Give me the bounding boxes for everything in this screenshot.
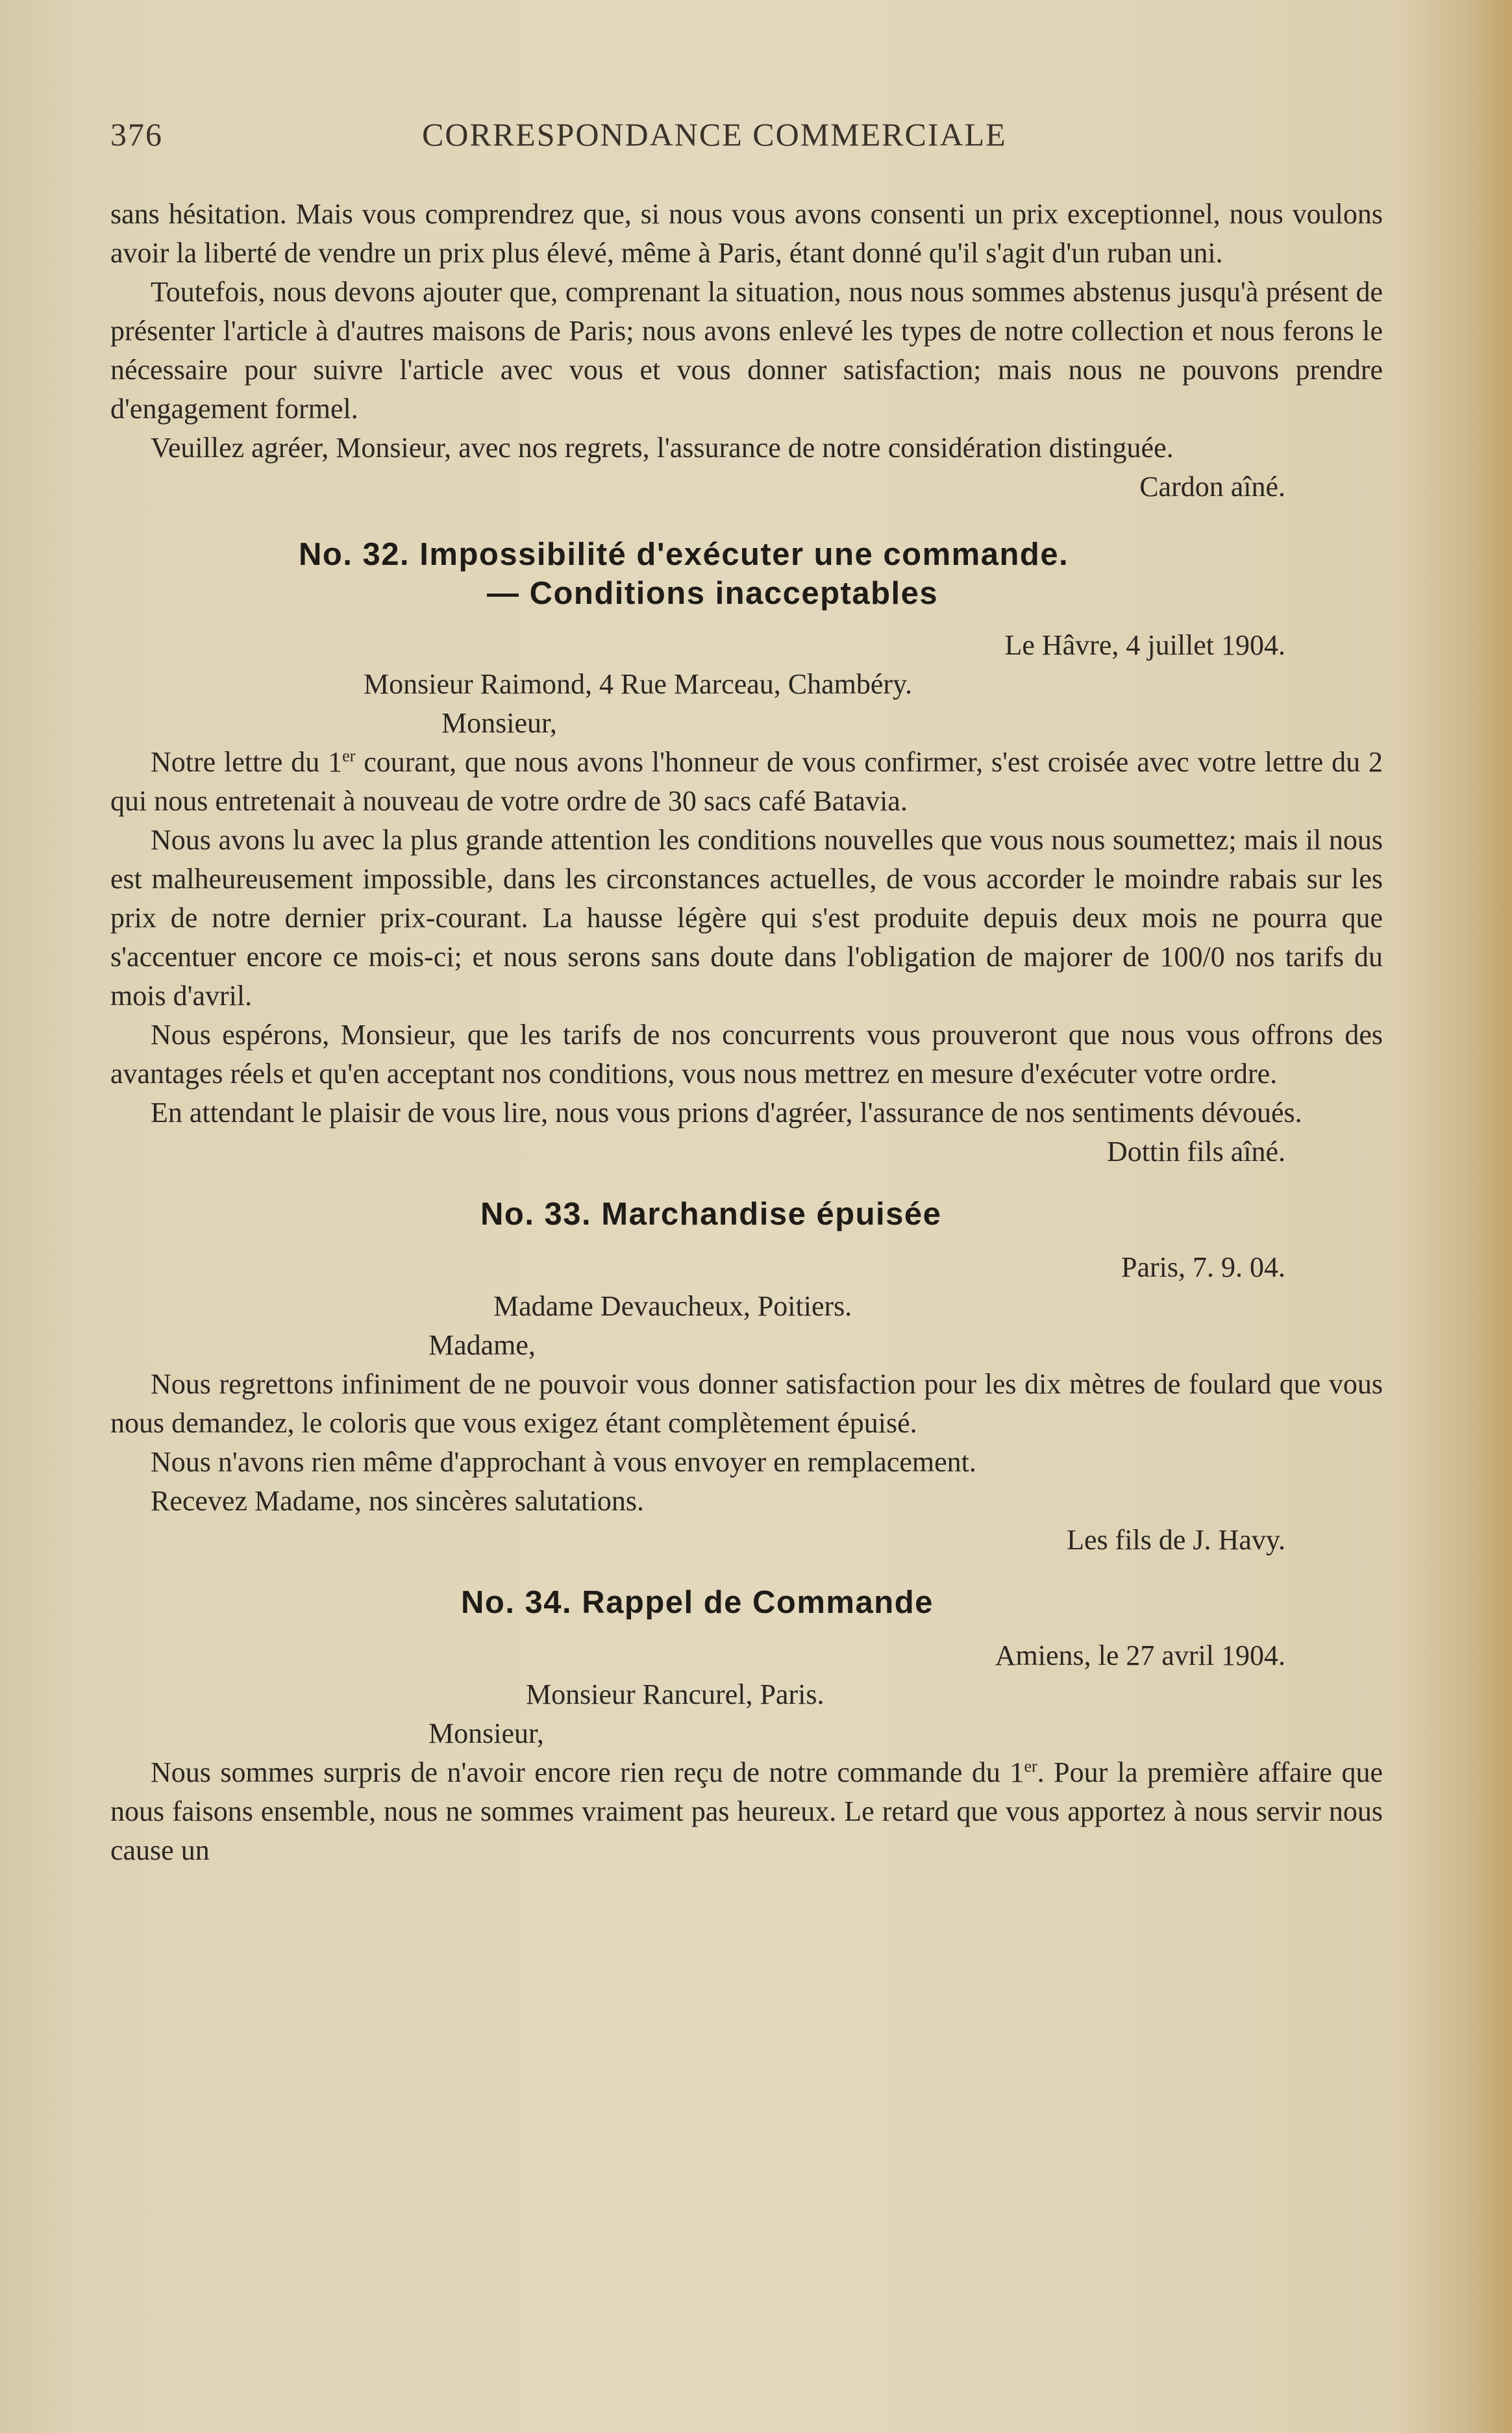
addressee: Monsieur Rancurel, Paris.: [526, 1678, 824, 1710]
signature: Dottin fils aîné.: [1107, 1136, 1285, 1167]
paragraph: Veuillez agréer, Monsieur, avec nos regrets, l'assurance de notre considération distinguée.: [151, 432, 1174, 464]
letter-heading: No. 33. Marchandise épuisée: [480, 1197, 942, 1232]
paragraph: Recevez Madame, nos sincères salutations.: [151, 1485, 644, 1517]
letter-heading-subtitle: — Conditions inacceptables: [487, 576, 939, 611]
place-date: Paris, 7. 9. 04.: [1121, 1251, 1285, 1283]
paragraph: Notre lettre du 1er courant, que nous avons l'honneur de vous confirmer, s'est croisée avec votre lettre du 2 qui nous entretenait à nouveau de votre ordre de 30 sacs café Batavia.: [110, 746, 1383, 817]
place-date: Amiens, le 27 avril 1904.: [995, 1640, 1285, 1671]
addressee: Madame Devaucheux, Poitiers.: [493, 1290, 852, 1322]
paragraph: Nous espérons, Monsieur, que les tarifs de nos concurrents vous prouveront que nous vous offrons des avantages réels et qu'en acceptant nos conditions, vous nous mettrez en mesure d'exécuter votre ordre.: [110, 1019, 1383, 1090]
paragraph: Nous sommes surpris de n'avoir encore rien reçu de notre commande du 1er. Pour la première affaire que nous faisons ensemble, nous ne sommes vraiment pas heureux. Le retard que vous apportez à nous servir nous cause un: [110, 1756, 1383, 1866]
place-date: Le Hâvre, 4 juillet 1904.: [1004, 629, 1285, 661]
paragraph: Toutefois, nous devons ajouter que, comprenant la situation, nous nous sommes abstenus jusqu'à présent de présenter l'article à d'autres maisons de Paris; nous avons enlevé les types de notre collection et nous ferons le nécessaire pour suivre l'article avec vous et vous donner satisfaction; mais nous ne pouvons prendre d'engagement formel.: [110, 276, 1383, 425]
salutation: Monsieur,: [441, 707, 557, 739]
salutation: Madame,: [428, 1329, 536, 1361]
paragraph: Nous avons lu avec la plus grande attention les conditions nouvelles que vous nous soumettez; mais il nous est malheureusement impossible, dans les circonstances actuelles, de vous accorder le moindre rabais sur les prix de notre dernier prix-courant. La hausse légère qui s'est produite depuis deux mois ne pourra que s'accentuer encore ce mois-ci; et nous serons sans doute dans l'obligation de majorer de 100/0 nos tarifs du mois d'avril.: [110, 824, 1383, 1012]
signature: Cardon aîné.: [1139, 471, 1285, 503]
signature: Les fils de J. Havy.: [1067, 1524, 1285, 1556]
letter-heading: No. 34. Rappel de Commande: [461, 1585, 934, 1620]
paragraph: En attendant le plaisir de vous lire, nous vous prions d'agréer, l'assurance de nos sentiments dévoués.: [151, 1097, 1302, 1129]
page-edge-shading: [1467, 0, 1512, 2433]
letter-heading: No. 32. Impossibilité d'exécuter une commande.: [299, 537, 1069, 572]
running-title: CORRESPONDANCE COMMERCIALE: [422, 116, 1007, 153]
paragraph: Nous n'avons rien même d'approchant à vous envoyer en remplacement.: [151, 1446, 976, 1478]
page-body: [110, 195, 1383, 1870]
salutation: Monsieur,: [428, 1717, 544, 1749]
paragraph: Nous regrettons infiniment de ne pouvoir vous donner satisfaction pour les dix mètres de foulard que vous nous demandez, le coloris que vous exigez étant complètement épuisé.: [110, 1368, 1383, 1439]
paragraph: sans hésitation. Mais vous comprendrez que, si nous vous avons consenti un prix exceptionnel, nous voulons avoir la liberté de vendre un prix plus élevé, même à Paris, étant donné qu'il s'agit d'un ruban uni.: [110, 198, 1383, 269]
page-number: 376: [110, 116, 163, 153]
percent-sign: 0/0: [1188, 941, 1225, 973]
addressee: Monsieur Raimond, 4 Rue Marceau, Chambéry.: [364, 668, 913, 700]
running-header: [110, 116, 1007, 153]
